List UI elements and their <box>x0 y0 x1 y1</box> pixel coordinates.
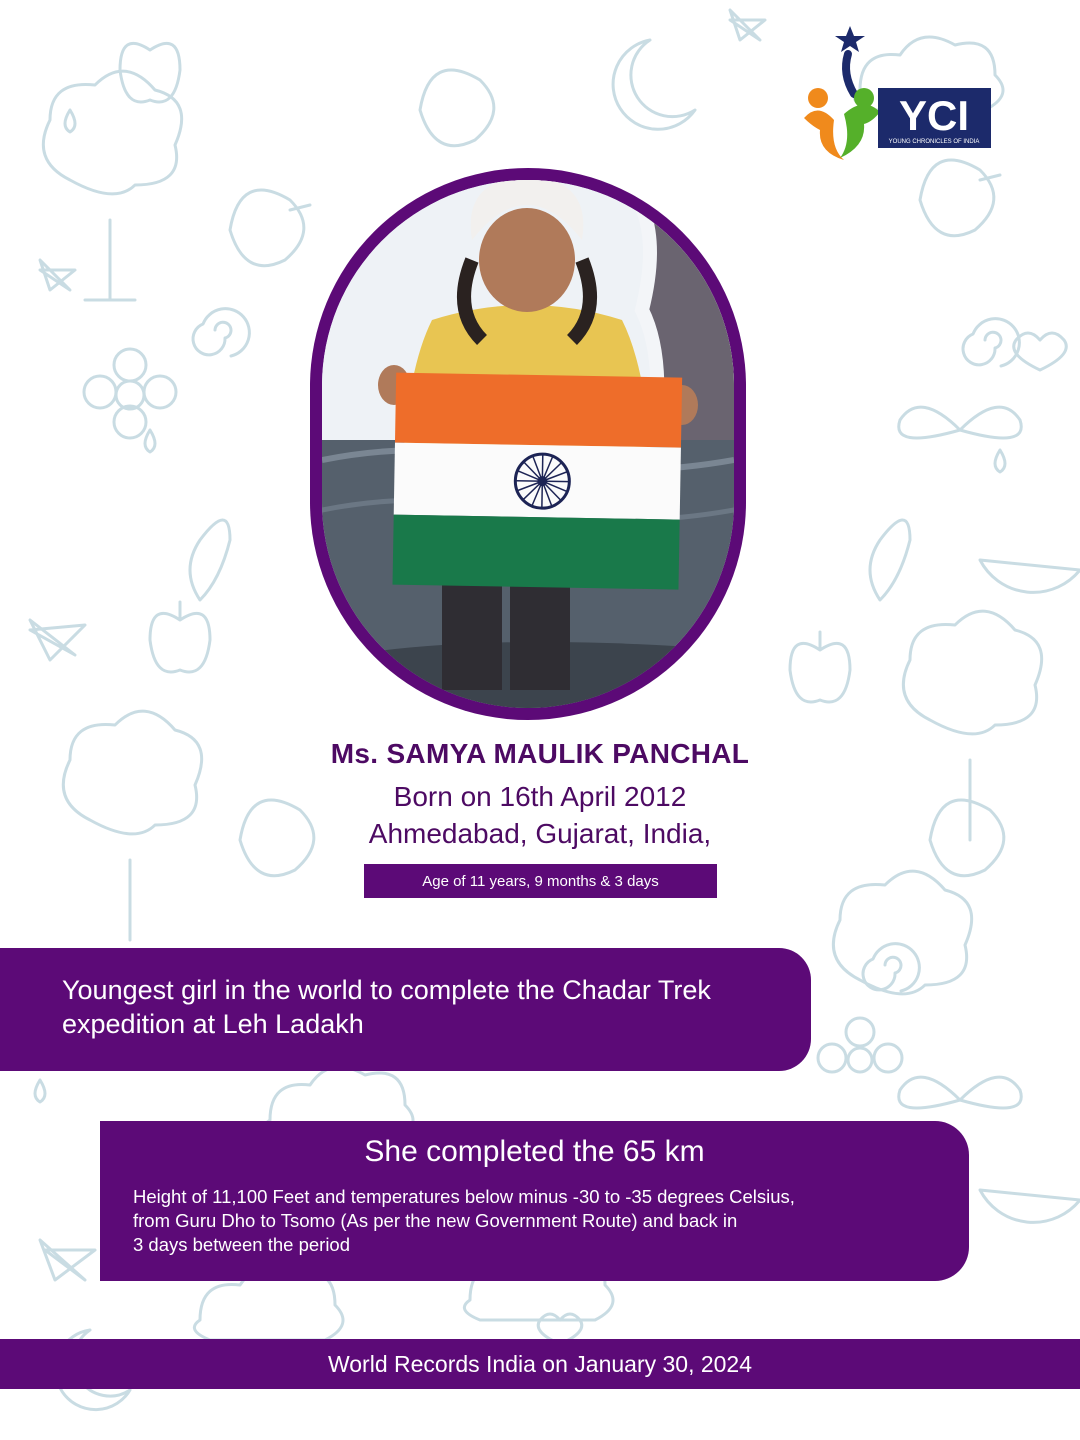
birth-place: Ahmedabad, Gujarat, India, <box>368 818 712 849</box>
record-title-box <box>0 948 811 1071</box>
birth-date: Born on 16th April 2012 <box>393 781 687 812</box>
record-title: Youngest girl in the world to complete the Chadar Trek expedition at Leh Ladakh <box>62 975 711 1039</box>
logo-initials: YCI <box>898 92 970 139</box>
girl-with-flag-illustration <box>322 180 734 708</box>
portrait-photo <box>322 180 734 708</box>
achiever-name: Ms. SAMYA MAULIK PANCHAL <box>330 738 750 769</box>
age-badge: Age of 11 years, 9 months & 3 days <box>364 864 717 898</box>
record-details-box <box>100 1121 969 1281</box>
details-heading: She completed the 65 km <box>364 1135 705 1168</box>
footer-banner: World Records India on January 30, 2024 <box>0 1339 1080 1389</box>
details-body: Height of 11,100 Feet and temperatures below minus -30 to -35 degrees Celsius, from Guru Dho to Tsomo (As per the new Government Route) and back in 3 days between the period <box>133 1186 795 1255</box>
logo-tagline: YOUNG CHRONICLES OF INDIA <box>888 139 980 145</box>
yci-logo <box>796 22 996 162</box>
